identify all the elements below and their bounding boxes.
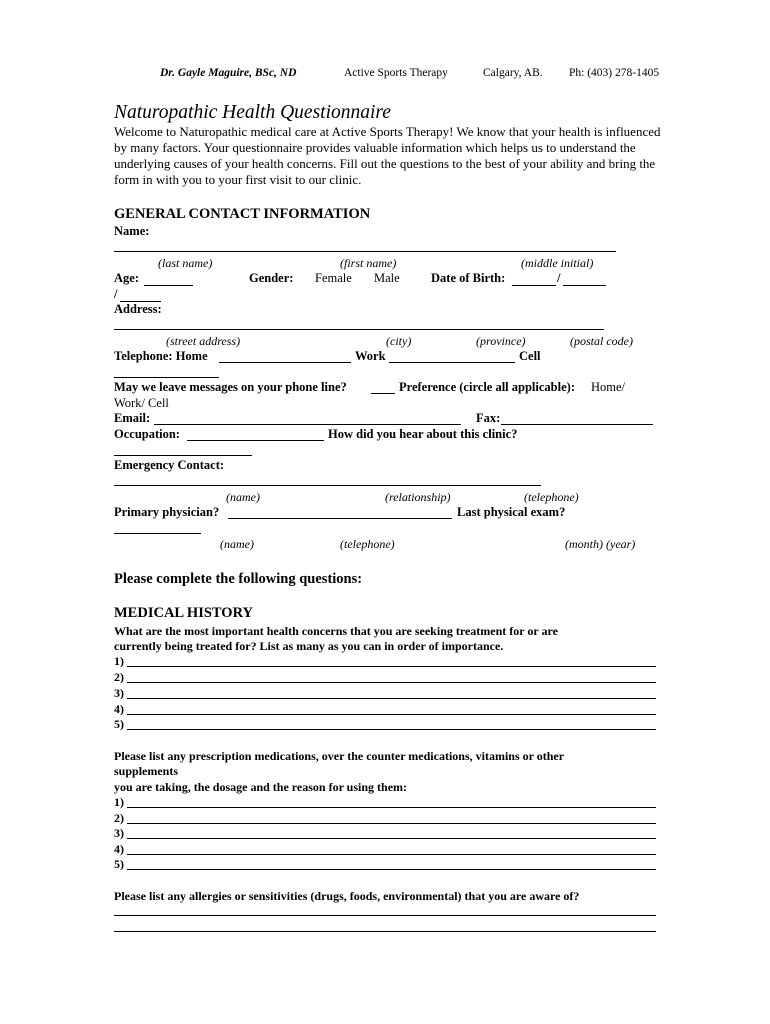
province-caption: (province)	[476, 334, 526, 348]
heard-label: How did you hear about this clinic?	[328, 427, 518, 441]
q1-text-2: currently being treated for? List as many as you can in order of importance.	[114, 639, 504, 653]
medication-number: 5)	[114, 857, 124, 871]
medication-line-4[interactable]	[114, 842, 656, 856]
preference-label: Preference (circle all applicable):	[399, 380, 575, 394]
email-field[interactable]	[154, 424, 461, 425]
city-caption: (city)	[386, 334, 412, 348]
allergy-line-1[interactable]	[114, 915, 656, 916]
name-field[interactable]	[114, 251, 616, 252]
first-name-caption: (first name)	[340, 256, 397, 270]
medication-line-5[interactable]	[114, 857, 656, 871]
concern-line-4[interactable]	[114, 702, 656, 716]
telephone-label: Telephone: Home	[114, 349, 208, 363]
ec-telephone-caption: (telephone)	[524, 490, 579, 504]
preference-work-cell[interactable]: Work/ Cell	[114, 396, 169, 410]
dob-slash-2: /	[114, 287, 118, 301]
cell-phone-field[interactable]	[114, 377, 219, 378]
q3-text: Please list any allergies or sensitivities (drugs, foods, environmental) that you are aware of?	[114, 889, 580, 903]
work-phone-field[interactable]	[389, 362, 515, 363]
gender-male[interactable]: Male	[374, 271, 400, 285]
occupation-field[interactable]	[187, 440, 324, 441]
emergency-field[interactable]	[114, 485, 541, 486]
clinic-name: Active Sports Therapy	[344, 67, 448, 79]
q1-text-1: What are the most important health concerns that you are seeking treatment for or are	[114, 624, 558, 638]
ec-name-caption: (name)	[226, 490, 260, 504]
doctor-name: Dr. Gayle Maguire, BSc, ND	[160, 67, 297, 79]
concern-number: 4)	[114, 702, 124, 716]
street-caption: (street address)	[166, 334, 241, 348]
messages-field[interactable]	[371, 393, 395, 394]
last-exam-label: Last physical exam?	[457, 505, 566, 519]
home-phone-field[interactable]	[219, 362, 351, 363]
age-field[interactable]	[144, 285, 193, 286]
physician-label: Primary physician?	[114, 505, 220, 519]
medication-line-1[interactable]	[114, 795, 656, 809]
messages-label: May we leave messages on your phone line?	[114, 380, 347, 394]
fax-label: Fax:	[476, 411, 501, 425]
email-label: Email:	[114, 411, 151, 425]
gender-female[interactable]: Female	[315, 271, 352, 285]
last-exam-field[interactable]	[114, 533, 201, 534]
intro-paragraph: Welcome to Naturopathic medical care at Active Sports Therapy! We know that your health is influenced by many factors. Your questionnaire provides valuable information which helps us to understand the underlying causes of your health concerns. Fill out the questions to the best of your ability and bring the form in with you to your first visit to our clinic.	[114, 124, 661, 187]
preference-home[interactable]: Home/	[591, 380, 626, 394]
ec-relationship-caption: (relationship)	[385, 490, 451, 504]
concern-line-5[interactable]	[114, 717, 656, 731]
concern-number: 1)	[114, 654, 124, 668]
address-label: Address:	[114, 302, 162, 316]
gender-label: Gender:	[249, 271, 294, 285]
clinic-city: Calgary, AB.	[483, 67, 543, 79]
last-name-caption: (last name)	[158, 256, 213, 270]
occupation-label: Occupation:	[114, 427, 180, 441]
contact-heading: GENERAL CONTACT INFORMATION	[114, 206, 371, 222]
medication-number: 3)	[114, 826, 124, 840]
page-title: Naturopathic Health Questionnaire	[114, 102, 391, 123]
physician-field[interactable]	[228, 518, 452, 519]
fax-field[interactable]	[501, 424, 653, 425]
medication-number: 4)	[114, 842, 124, 856]
emergency-label: Emergency Contact:	[114, 458, 225, 472]
postal-caption: (postal code)	[570, 334, 633, 348]
dob-day-field[interactable]	[512, 285, 556, 286]
dob-slash: /	[557, 271, 561, 285]
ph-name-caption: (name)	[220, 537, 254, 551]
name-label: Name:	[114, 224, 150, 238]
medication-number: 2)	[114, 811, 124, 825]
q2-text-2: supplements	[114, 764, 179, 778]
q2-text-1: Please list any prescription medications, over the counter medications, vitamins or other	[114, 749, 565, 763]
medication-line-2[interactable]	[114, 811, 656, 825]
q2-text-3: you are taking, the dosage and the reason for using them:	[114, 780, 408, 794]
concern-line-2[interactable]	[114, 670, 656, 684]
clinic-phone: Ph: (403) 278-1405	[569, 67, 660, 79]
heard-field[interactable]	[114, 455, 252, 456]
allergy-line-2[interactable]	[114, 931, 656, 932]
address-field[interactable]	[114, 329, 604, 330]
ph-telephone-caption: (telephone)	[340, 537, 395, 551]
concern-line-1[interactable]	[114, 654, 656, 668]
concern-number: 5)	[114, 717, 124, 731]
month-year-caption: (month) (year)	[565, 537, 636, 551]
middle-initial-caption: (middle initial)	[521, 256, 594, 270]
dob-label: Date of Birth:	[431, 271, 506, 285]
concern-number: 3)	[114, 686, 124, 700]
medical-heading: MEDICAL HISTORY	[114, 605, 254, 621]
cell-label: Cell	[519, 349, 541, 363]
work-label: Work	[355, 349, 386, 363]
concern-number: 2)	[114, 670, 124, 684]
dob-month-field[interactable]	[563, 285, 606, 286]
age-label: Age:	[114, 271, 139, 285]
complete-heading: Please complete the following questions:	[114, 571, 363, 587]
medication-line-3[interactable]	[114, 826, 656, 840]
medication-number: 1)	[114, 795, 124, 809]
concern-line-3[interactable]	[114, 686, 656, 700]
